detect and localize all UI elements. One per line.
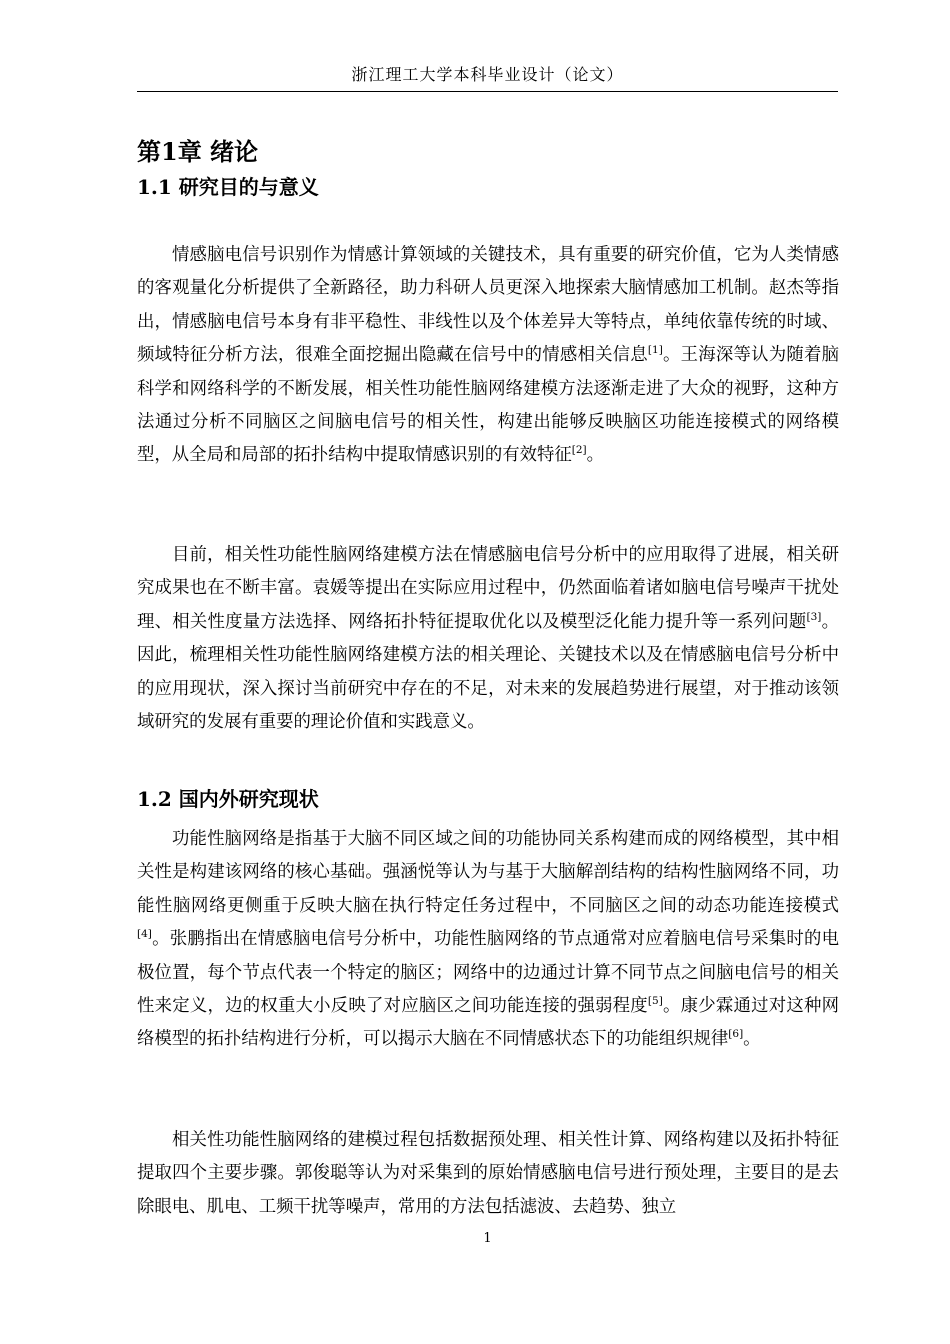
paragraph-text: 。康少霖通过对这种网络模型的拓扑结构进行分析，可以揭示大脑在不同情感状态下的功能组织规律 — [137, 996, 839, 1050]
section-title-1-1: 1.1 研究目的与意义 — [137, 175, 319, 199]
paragraph-text: 。因此，梳理相关性功能性脑网络建模方法的相关理论、关键技术以及在情感脑电信号分析中的应用现状，深入探讨当前研究中存在的不足，对未来的发展趋势进行展望，对于推动该领域研究的发展有重要的理论价值和实践意义。 — [137, 611, 839, 733]
paragraph-text: 功能性脑网络是指基于大脑不同区域之间的功能协同关系构建而成的网络模型，其中相关性是构建该网络的核心基础。强涵悦等认为与基于大脑解剖结构的结构性脑网络不同，功能性脑网络更侧重于反映大脑在执行特定任务过程中，不同脑区之间的动态功能连接模式 — [137, 829, 839, 916]
paragraph-1-1-2 — [137, 539, 839, 739]
paragraph-1-1-1 — [137, 239, 839, 473]
paragraph-1-2-2 — [137, 1124, 839, 1224]
citation-ref-5: [5] — [647, 995, 663, 1008]
citation-ref-2: [2] — [571, 444, 587, 457]
paragraph-text: 目前，相关性功能性脑网络建模方法在情感脑电信号分析中的应用取得了进展，相关研究成果也在不断丰富。袁媛等提出在实际应用过程中，仍然面临着诸如脑电信号噪声干扰处理、相关性度量方法选择、网络拓扑特征提取优化以及模型泛化能力提升等一系列问题 — [137, 545, 839, 632]
paragraph-text: 。张鹏指出在情感脑电信号分析中，功能性脑网络的节点通常对应着脑电信号采集时的电极位置，每个节点代表一个特定的脑区；网络中的边通过计算不同节点之间脑电信号的相关性来定义，边的权重大小反映了对应脑区之间功能连接的强弱程度 — [137, 929, 839, 1017]
running-header: 浙江理工大学本科毕业设计（论文） — [351, 65, 624, 84]
header-divider — [137, 91, 838, 92]
page-number: 1 — [483, 1231, 492, 1246]
paragraph-1-2-1 — [137, 823, 839, 1057]
paragraph-text: 相关性功能性脑网络的建模过程包括数据预处理、相关性计算、网络构建以及拓扑特征提取四个主要步骤。郭俊聪等认为对采集到的原始情感脑电信号进行预处理，主要目的是去除眼电、肌电、工频干扰等噪声，常用的方法包括滤波、去趋势、独立 — [137, 1130, 839, 1217]
paragraph-text: 情感脑电信号识别作为情感计算领域的关键技术，具有重要的研究价值，它为人类情感的客观量化分析提供了全新路径，助力科研人员更深入地探索大脑情感加工机制。赵杰等指出，情感脑电信号本身有非平稳性、非线性以及个体差异大等特点，单纯依靠传统的时域、频域特征分析方法，很难全面挖掘出隐藏在信号中的情感相关信息 — [137, 245, 839, 366]
paragraph-text: 。 — [586, 445, 605, 466]
citation-ref-1: [1] — [647, 344, 663, 357]
paragraph-text: 。王海深等认为随着脑科学和网络科学的不断发展，相关性功能性脑网络建模方法逐渐走进了大众的视野，这种方法通过分析不同脑区之间脑电信号的相关性，构建出能够反映脑区功能连接模式的网络模型，从全局和局部的拓扑结构中提取情感识别的有效特征 — [137, 345, 839, 466]
section-title-1-2: 1.2 国内外研究现状 — [137, 787, 319, 811]
citation-ref-6: [6] — [728, 1028, 744, 1041]
chapter-title: 第1章 绪论 — [137, 137, 259, 166]
citation-ref-3: [3] — [806, 611, 822, 624]
paragraph-text: 。 — [743, 1029, 761, 1050]
citation-ref-4: [4] — [137, 928, 152, 941]
